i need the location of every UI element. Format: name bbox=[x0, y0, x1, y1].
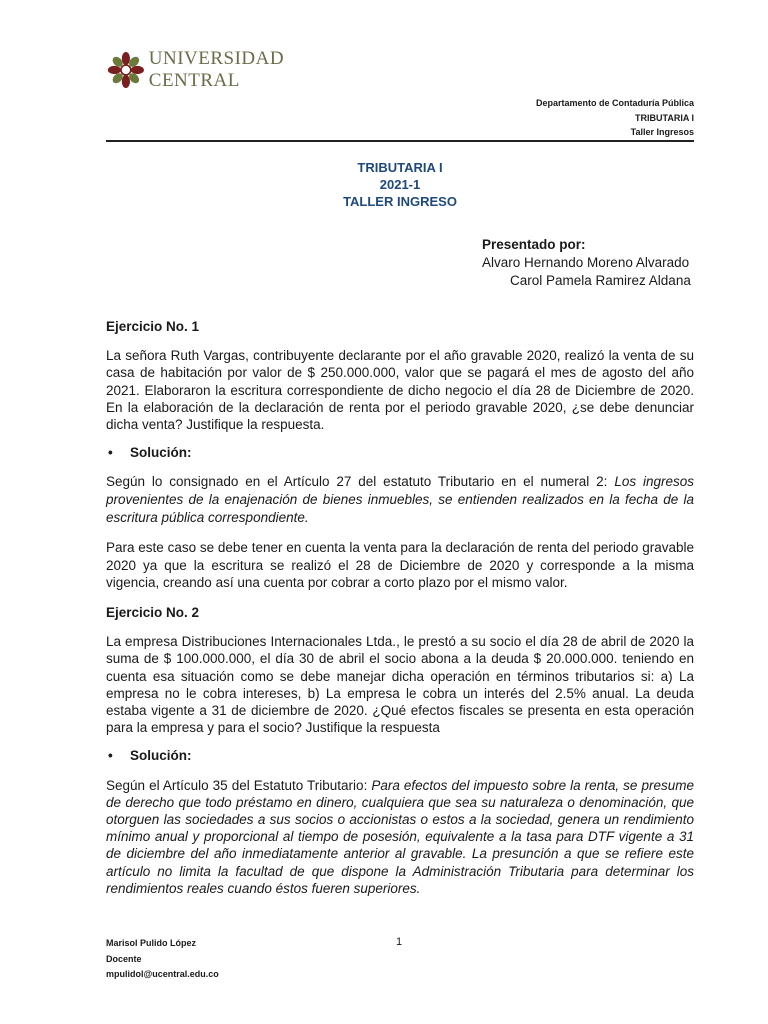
header-divider bbox=[106, 140, 694, 142]
department-header bbox=[536, 96, 694, 140]
exercise-2-text: La empresa Distribuciones Internacionales Ltda., le prestó a su socio el día 28 de abril de 2020 la suma de $ 100.000.000, el día 30 de abril el socio abona a la deuda $ 20.000.000. teniendo en cuenta esa situación como se debe manejar dicha operación en términos tributarios si: a) La empresa no le cobra intereses, b) La empresa le cobra un interés del 2.5% anual. La deuda estaba vigente a 31 de diciembre de 2020. ¿Qué efectos fiscales se presenta en esta operación para la empresa y para el socio? Justifique la respuesta bbox=[106, 634, 694, 736]
course-name: TRIBUTARIA I bbox=[635, 112, 694, 123]
bullet-icon: • bbox=[108, 748, 113, 764]
page-number: 1 bbox=[396, 936, 403, 948]
title-course: TRIBUTARIA I bbox=[357, 160, 443, 175]
exercise-1-solution-label: • Solución: bbox=[108, 445, 192, 461]
author-name: Carol Pamela Ramirez Aldana bbox=[510, 273, 691, 288]
workshop-name: Taller Ingresos bbox=[630, 127, 694, 137]
exercise-2-solution-text bbox=[106, 777, 694, 897]
university-logo bbox=[107, 44, 339, 96]
solution-quote: Los ingresos provenientes de la enajenación de bienes inmuebles, se entienden realizados en la fecha de la escritura pública correspondiente. bbox=[106, 474, 694, 526]
bullet-icon: • bbox=[108, 445, 113, 461]
solution-intro: Según el Artículo 35 del Estatuto Tributario: bbox=[106, 777, 368, 793]
teacher-email: mpulidol@ucentral.edu.co bbox=[106, 969, 219, 979]
presented-by-label: Presentado por: bbox=[482, 237, 586, 252]
exercise-1-solution-paragraph: Para este caso se debe tener en cuenta la venta para la declaración de renta del periodo gravable 2020 ya que la escritura se realizó el 28 de Diciembre de 2020 y corresponde a la misma vigencia, creando así una cuenta por cobrar a corto plazo por el mismo valor. bbox=[106, 540, 694, 590]
solution-intro: Según lo consignado en el Artículo 27 del estatuto Tributario en el numeral 2: bbox=[106, 474, 608, 490]
exercise-2-heading: Ejercicio No. 2 bbox=[106, 605, 200, 621]
document-body bbox=[106, 318, 694, 897]
title-workshop: TALLER INGRESO bbox=[343, 194, 457, 209]
title-period: 2021-1 bbox=[379, 177, 421, 192]
presented-by bbox=[482, 236, 691, 290]
author-name: Alvaro Hernando Moreno Alvarado bbox=[482, 255, 690, 270]
document-title bbox=[106, 159, 694, 210]
university-seal-icon bbox=[107, 47, 145, 93]
footer-author bbox=[106, 936, 219, 983]
exercise-1-solution-text bbox=[106, 473, 694, 527]
exercise-2-solution-label: • Solución: bbox=[108, 748, 192, 764]
teacher-role: Docente bbox=[106, 953, 142, 964]
solution-quote: Para efectos del impuesto sobre la renta, se presume de derecho que todo préstamo en dinero, cualquiera que sea su naturaleza o denominación, que otorguen las sociedades a sus socios o accionistas o estos a la sociedad, genera un rendimiento mínimo anual y proporcional al tiempo de posesión, equivalente a la tasa para DTF vigente a 31 de diciembre del año inmediatamente anterior al gravable. La presunción a que se refiere este artículo no limita la facultad de que dispone la Administración Tributaria para determinar los rendimientos reales cuando éstos fueren superiores. bbox=[106, 777, 694, 896]
exercise-1-text: La señora Ruth Vargas, contribuyente declarante por el año gravable 2020, realizó la venta de su casa de habitación por valor de $ 250.000.000, valor que se pagará el mes de agosto del año 2021. Elaboraron la escritura correspondiente de dicho negocio el día 28 de Diciembre de 2020. En la elaboración de la declaración de renta por el periodo gravable 2020, ¿se debe denunciar dicha venta? Justifique la respuesta. bbox=[106, 348, 694, 433]
logo-text: UNIVERSIDAD CENTRAL bbox=[148, 48, 285, 91]
department-name: Departamento de Contaduría Pública bbox=[535, 98, 694, 108]
exercise-1-heading: Ejercicio No. 1 bbox=[106, 319, 200, 334]
teacher-name: Marisol Pulido López bbox=[106, 938, 197, 948]
